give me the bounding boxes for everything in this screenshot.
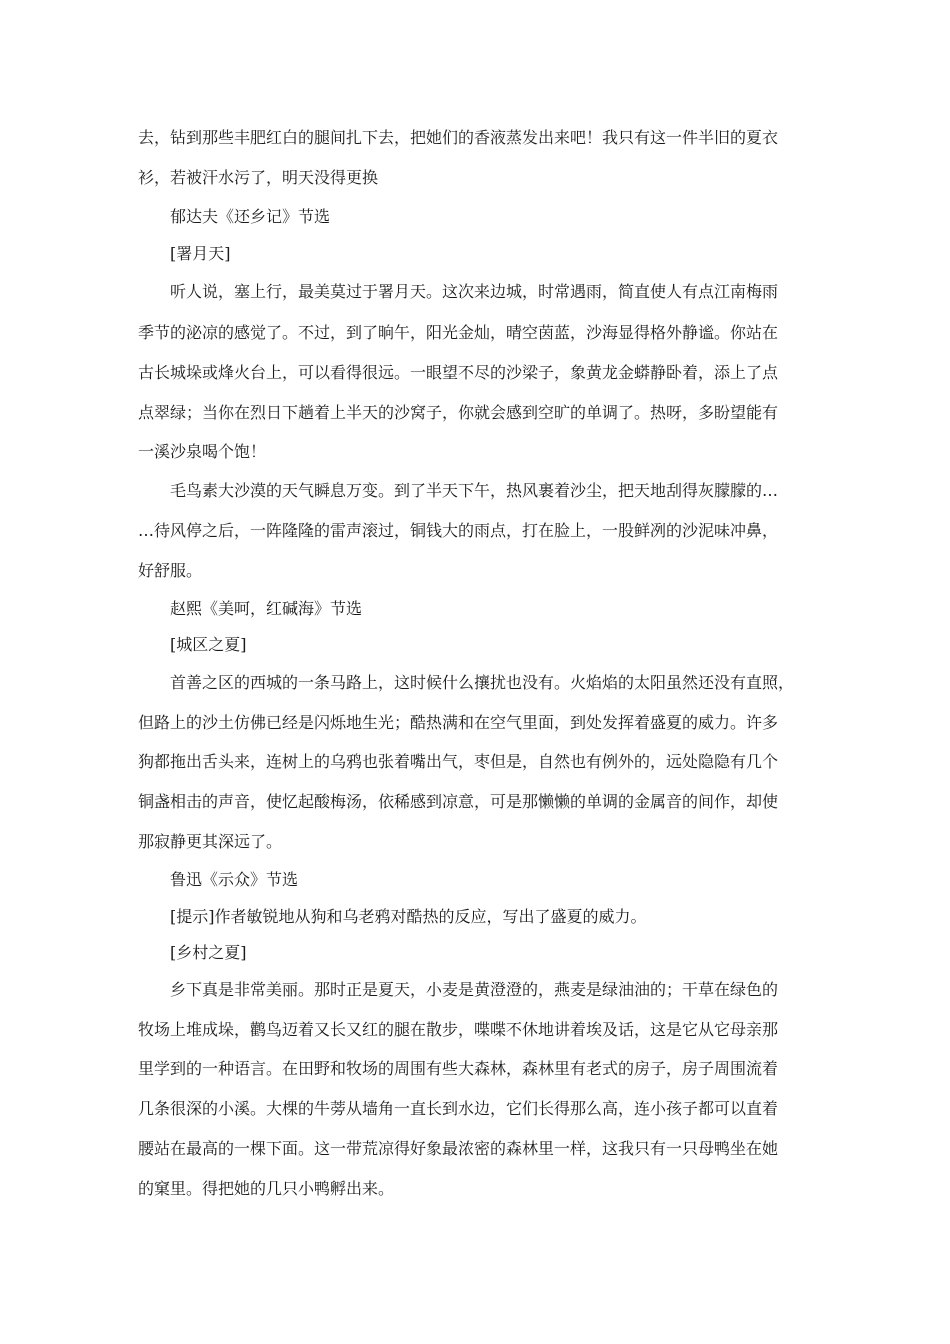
source-attribution: 鲁迅《示众》节选 [170, 870, 299, 889]
text-line: 腰站在最高的一棵下面。这一带荒凉得好象最浓密的森林里一样，这我只有一只母鸭坐在她 [138, 1139, 779, 1158]
text-line: 里学到的一种语言。在田野和牧场的周围有些大森林，森林里有老式的房子，房子周围流着 [138, 1059, 779, 1078]
source-attribution: 赵熙《美呵，红碱海》节选 [170, 599, 363, 618]
text-line: 的窠里。得把她的几只小鸭孵出来。 [138, 1179, 395, 1198]
tip-line: [提示]作者敏锐地从狗和乌老鸦对酷热的反应，写出了盛夏的威力。 [170, 907, 647, 926]
text-line: 衫，若被汗水污了，明天没得更换 [138, 168, 379, 187]
text-line: 好舒服。 [138, 561, 203, 580]
text-line: 毛鸟素大沙漠的天气瞬息万变。到了半天下午，热风裹着沙尘，把天地刮得灰朦朦的… [170, 481, 779, 500]
section-heading: [署月天] [170, 244, 231, 263]
text-line: 乡下真是非常美丽。那时正是夏天，小麦是黄澄澄的，燕麦是绿油油的；干草在绿色的 [170, 980, 779, 999]
text-line: …待风停之后，一阵隆隆的雷声滚过，铜钱大的雨点，打在脸上，一股鲜冽的沙泥味冲鼻， [138, 521, 779, 540]
text-line: 那寂静更其深远了。 [138, 832, 283, 851]
section-heading: [乡村之夏] [170, 943, 247, 962]
source-attribution: 郁达夫《还乡记》节选 [170, 207, 331, 226]
text-line: 铜盏相击的声音，使忆起酸梅汤，依稀感到凉意，可是那懒懒的单调的金属音的间作，却使 [138, 792, 779, 811]
text-line: 点翠绿；当你在烈日下趟着上半天的沙窝子，你就会感到空旷的单调了。热呀，多盼望能有 [138, 403, 779, 422]
text-line: 古长城垛或烽火台上，可以看得很远。一眼望不尽的沙梁子，象黄龙金蟒静卧着，添上了点 [138, 363, 779, 382]
text-line: 一溪沙泉喝个饱！ [138, 442, 267, 461]
text-line: 几条很深的小溪。大棵的牛蒡从墙角一直长到水边，它们长得那么高，连小孩子都可以直着 [138, 1099, 779, 1118]
text-line: 季节的泌凉的感觉了。不过，到了晌午，阳光金灿，晴空茵蓝，沙海显得格外静谧。你站在 [138, 323, 779, 342]
text-line: 狗都拖出舌头来，连树上的乌鸦也张着嘴出气，枣但是，自然也有例外的，远处隐隐有几个 [138, 752, 779, 771]
section-heading: [城区之夏] [170, 635, 247, 654]
text-line: 去，钻到那些丰肥红白的腿间扎下去，把她们的香液蒸发出来吧！我只有这一件半旧的夏衣 [138, 128, 779, 147]
text-line: 听人说，塞上行，最美莫过于署月天。这次来边城，时常遇雨，简直使人有点江南梅雨 [170, 282, 779, 301]
text-line: 但路上的沙土仿佛已经是闪烁地生光；酷热满和在空气里面，到处发挥着盛夏的威力。许多 [138, 713, 779, 732]
text-line: 牧场上堆成垛，鹳鸟迈着又长又红的腿在散步，喋喋不休地讲着埃及话，这是它从它母亲那 [138, 1020, 779, 1039]
text-line: 首善之区的西城的一条马路上，这时候什么攘扰也没有。火焰焰的太阳虽然还没有直照， [170, 673, 795, 692]
